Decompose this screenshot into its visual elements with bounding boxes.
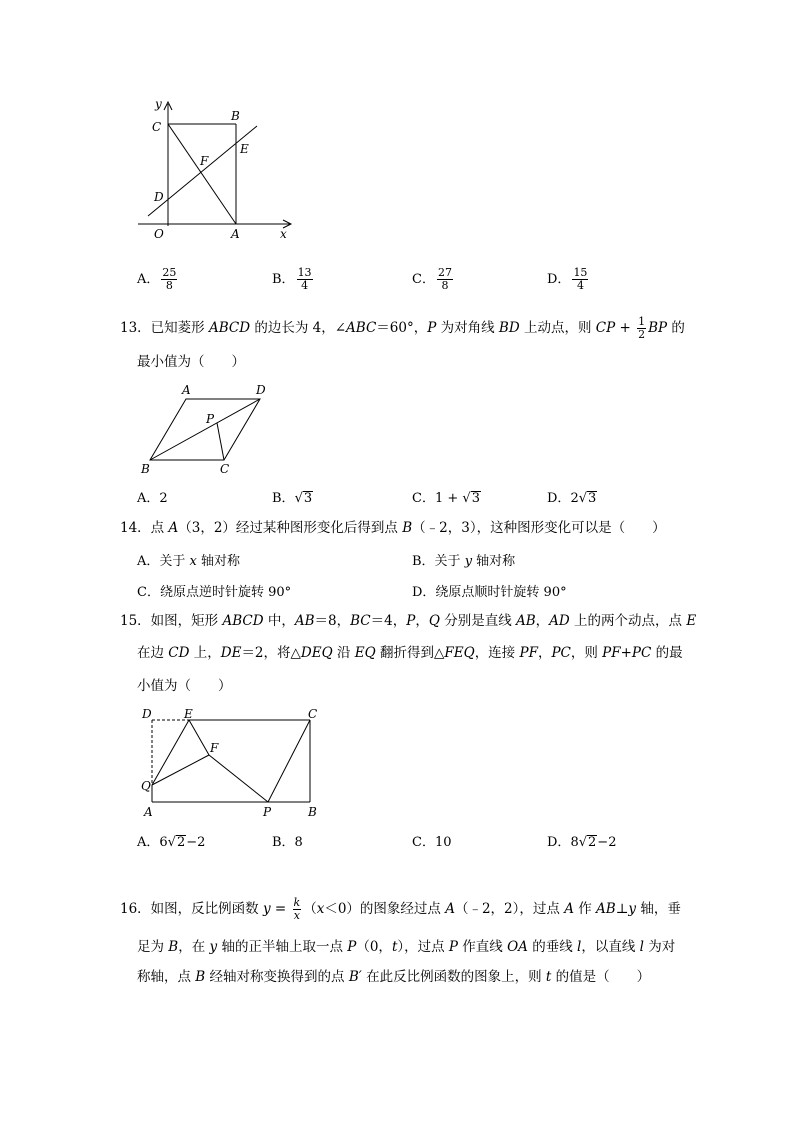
q12-coordinate-figure: [130, 96, 300, 241]
q13-option-b-radicand: 3: [303, 491, 313, 506]
q14-text: 轴对称: [472, 554, 516, 569]
q12-label-a: A: [231, 227, 240, 241]
q15-label-d: D: [142, 707, 152, 721]
q12-option-c-frac: [437, 267, 453, 292]
q16-var: B: [168, 939, 179, 955]
q15-var: ABCD: [222, 613, 264, 629]
q15-line-2: [137, 643, 683, 663]
q12-option-a-den: 8: [165, 279, 173, 292]
q15-var: PC: [551, 645, 571, 661]
q13-label-a: A: [182, 383, 191, 397]
q16-var: y: [262, 901, 271, 917]
q16-text: 的垂线: [527, 939, 578, 955]
q16-line-2: [137, 937, 675, 957]
q13-var: ABC: [346, 320, 377, 336]
q12-label-x: x: [280, 227, 287, 241]
q13-option-d-radicand: 3: [588, 491, 597, 506]
q15-text: 中，: [263, 613, 295, 629]
q13-option-d-prefix: 2: [570, 491, 579, 506]
q16-text: ，在: [178, 939, 210, 955]
q16-text: ），过点: [397, 939, 449, 955]
q13-label-p: P: [206, 412, 215, 426]
q12-option-a[interactable]: [137, 267, 179, 292]
q14-text: （﹣2，3），这种图形变化可以是（ ）: [412, 520, 666, 536]
q15-label-b: B: [308, 805, 317, 819]
q16-var: x: [316, 901, 325, 917]
radical-icon: √: [462, 491, 471, 506]
q15-text: 上，: [189, 645, 221, 661]
q13-option-a[interactable]: [137, 487, 168, 506]
q16-text: 作: [573, 901, 597, 917]
q14-text: （3，2）经过某种图形变化后得到点: [178, 520, 403, 536]
radical-icon: √: [167, 835, 176, 850]
q15-var: BC: [350, 613, 371, 629]
q12-option-b-frac: [297, 267, 313, 292]
q12-label-b: B: [231, 109, 240, 123]
q15-text: ，则: [570, 645, 603, 661]
q13-label-d: D: [256, 383, 266, 397]
q16-text: =: [270, 901, 291, 917]
q15-text: ，: [415, 613, 429, 629]
q13-option-d[interactable]: [547, 487, 597, 506]
q13-var: BD: [498, 320, 520, 336]
q13-option-a-letter: A．: [137, 491, 160, 506]
q15-text: 的最: [651, 645, 683, 661]
q14-line-1: [120, 518, 666, 538]
q16-k-over-x-frac: [293, 897, 302, 922]
q13-option-c-prefix: 1 +: [434, 491, 463, 506]
q16-var: P: [347, 939, 357, 955]
q13-text: 13．已知菱形: [120, 320, 209, 336]
q16-var: t: [391, 939, 398, 955]
q15-option-d[interactable]: [547, 831, 616, 850]
q13-rhombus-figure: [138, 380, 278, 478]
q15-text: ，连接: [474, 645, 520, 661]
q16-text: 称轴，点: [137, 969, 196, 985]
q13-var: ABCD: [208, 320, 251, 336]
q16-frac-num: k: [293, 896, 301, 909]
q15-option-a-suffix: −2: [186, 835, 206, 850]
q16-var: y: [628, 901, 637, 917]
q13-var: BP: [648, 320, 668, 336]
q16-var: A: [564, 901, 574, 917]
q15-line-3: 小值为（ ）: [137, 678, 232, 694]
q16-var: l: [639, 939, 644, 955]
q15-text: 在边: [137, 645, 169, 661]
q12-option-b-den: 4: [301, 279, 309, 292]
q12-label-y: y: [155, 97, 162, 111]
q12-option-c-den: 8: [441, 279, 449, 292]
q15-var: AB: [294, 613, 315, 629]
q15-var: PF+PC: [602, 645, 652, 661]
q14-var: y: [464, 554, 473, 569]
q13-text: 为对角线: [436, 320, 499, 336]
q15-option-a[interactable]: [137, 831, 205, 850]
q13-option-c-letter: C．: [412, 491, 435, 506]
q15-text: 翻折得到△: [375, 645, 445, 661]
q12-option-a-letter: A．: [137, 272, 160, 287]
q15-label-c: C: [308, 707, 318, 721]
q14-option-b[interactable]: [412, 550, 515, 569]
q15-option-d-letter: D．: [547, 835, 571, 850]
q14-text: B．关于: [412, 554, 465, 569]
q16-frac-den: x: [293, 909, 300, 922]
q14-var: A: [168, 520, 179, 536]
q13-line-1: [120, 316, 685, 341]
q15-text: ＝2，将△: [241, 645, 301, 661]
q15-text: ＝8，: [314, 613, 351, 629]
q16-text: （: [303, 901, 317, 917]
q16-var: P: [448, 939, 459, 955]
q15-option-a-letter: A．: [137, 835, 160, 850]
q15-text: ，: [535, 613, 550, 629]
q15-var: EQ: [354, 645, 376, 661]
q15-var: AD: [549, 613, 570, 629]
q16-line-1: [120, 897, 681, 922]
q13-option-a-value: 2: [159, 491, 168, 506]
q16-text: 轴的正半轴上取一点: [217, 939, 348, 955]
q15-text: 沿: [332, 645, 355, 661]
q16-var: B: [195, 969, 206, 985]
q12-label-e: E: [240, 142, 249, 156]
q15-option-a-prefix: 6: [159, 835, 168, 850]
q15-var: PF: [519, 645, 538, 661]
q13-option-c-radicand: 3: [471, 491, 480, 506]
radical-icon: √: [578, 491, 588, 506]
q12-option-a-num: 25: [162, 266, 177, 279]
q15-text: 上的两个动点，点: [569, 613, 687, 629]
q12-option-c-letter: C．: [412, 272, 435, 287]
q15-option-d-prefix: 8: [570, 835, 579, 850]
q15-rectangle-figure: [138, 705, 328, 820]
q16-text: 在此反比例函数的图象上，则: [361, 969, 546, 985]
q16-text: 足为: [137, 939, 169, 955]
q16-var: OA: [507, 939, 528, 955]
q16-text: 经轴对称变换得到的点: [205, 969, 349, 985]
q12-option-d-num: 15: [573, 266, 588, 279]
q12-option-c-num: 27: [437, 266, 452, 279]
q16-var: B′: [348, 969, 362, 985]
q15-var: Q: [428, 613, 440, 629]
q16-text: ＜0）的图象经过点: [324, 901, 446, 917]
q13-option-c[interactable]: [412, 487, 481, 506]
q16-var: y: [209, 939, 218, 955]
q16-text: ，以直线: [581, 939, 640, 955]
q14-option-a[interactable]: [137, 550, 240, 569]
q13-frac-den: 2: [638, 328, 646, 341]
q14-var: x: [189, 554, 197, 569]
q15-text: 分别是直线: [439, 613, 516, 629]
q12-option-b-letter: B．: [272, 272, 295, 287]
q15-text: ，: [537, 645, 552, 661]
q15-label-a: A: [144, 805, 153, 819]
q15-var: P: [406, 613, 416, 629]
q16-text: 轴，垂: [636, 901, 681, 917]
q16-text: （0，: [356, 939, 392, 955]
q12-option-d-den: 4: [576, 279, 584, 292]
q16-var: t: [545, 969, 552, 985]
q13-text: 的: [667, 320, 685, 336]
q12-option-b-num: 13: [297, 266, 312, 279]
q13-option-b[interactable]: [272, 487, 313, 506]
q13-text: 的边长为 4，∠: [250, 320, 347, 336]
q13-half-frac: [637, 316, 646, 341]
q13-var: P: [427, 320, 437, 336]
q16-var: AB: [596, 901, 616, 917]
q15-var: DEQ: [300, 645, 333, 661]
q13-label-b: B: [141, 462, 150, 476]
q15-var: E: [686, 613, 697, 629]
q13-text: 上动点，则: [519, 320, 596, 336]
q15-var: FEQ: [444, 645, 475, 661]
q16-text: 为对: [643, 939, 676, 955]
q13-text: +: [615, 320, 636, 336]
q14-var: B: [402, 520, 413, 536]
q13-frac-num: 1: [638, 315, 646, 328]
q16-text: 16．如图，反比例函数: [120, 901, 263, 917]
radical-icon: √: [578, 835, 588, 850]
q15-text: ＝4，: [370, 613, 407, 629]
q12-label-c: C: [152, 120, 162, 134]
q13-option-b-letter: B．: [272, 491, 295, 506]
q14-option-d[interactable]: D．绕原点顺时针旋转 90°: [412, 585, 567, 600]
q16-var: A: [445, 901, 455, 917]
q15-var: DE: [220, 645, 242, 661]
q15-option-d-radicand: 2: [588, 835, 597, 850]
q15-label-e: E: [184, 707, 193, 721]
q13-label-c: C: [220, 462, 230, 476]
q15-var: AB: [516, 613, 536, 629]
q15-label-q: Q: [141, 779, 151, 793]
q16-line-3: [137, 967, 650, 987]
q15-label-p: P: [263, 805, 272, 819]
q13-var: CP: [595, 320, 616, 336]
q16-text: 的值是（ ）: [551, 969, 651, 985]
q15-option-a-radicand: 2: [176, 835, 186, 850]
q12-label-d: D: [154, 190, 164, 204]
q15-line-1: [120, 611, 696, 631]
q15-option-c[interactable]: C．10: [412, 835, 452, 850]
q13-text: ＝60°，: [376, 320, 428, 336]
q16-text: 作直线: [458, 939, 508, 955]
q12-option-a-frac: [161, 267, 177, 292]
q12-option-b[interactable]: [272, 267, 315, 292]
q13-option-d-letter: D．: [547, 491, 571, 506]
q12-option-d[interactable]: [547, 267, 590, 292]
q15-label-f: F: [210, 741, 219, 755]
q15-option-d-suffix: −2: [597, 835, 617, 850]
q14-text: A．关于: [137, 554, 190, 569]
q12-label-o: O: [154, 227, 164, 241]
q16-text: ⊥: [615, 901, 629, 917]
q12-option-d-frac: [572, 267, 588, 292]
q14-text: 14．点: [120, 520, 169, 536]
radical-icon: √: [294, 491, 303, 506]
q12-label-f: F: [200, 154, 209, 168]
q12-option-c[interactable]: [412, 267, 455, 292]
q14-text: 轴对称: [196, 554, 241, 569]
q13-line-2: 最小值为（ ）: [137, 354, 245, 370]
q15-var: CD: [168, 645, 190, 661]
q16-var: l: [577, 939, 582, 955]
q16-text: （﹣2，2），过点: [454, 901, 565, 917]
q14-option-c[interactable]: C．绕原点逆时针旋转 90°: [137, 585, 292, 600]
q15-option-b[interactable]: B．8: [272, 835, 303, 850]
q12-option-d-letter: D．: [547, 272, 571, 287]
q15-text: 15．如图，矩形: [120, 613, 223, 629]
